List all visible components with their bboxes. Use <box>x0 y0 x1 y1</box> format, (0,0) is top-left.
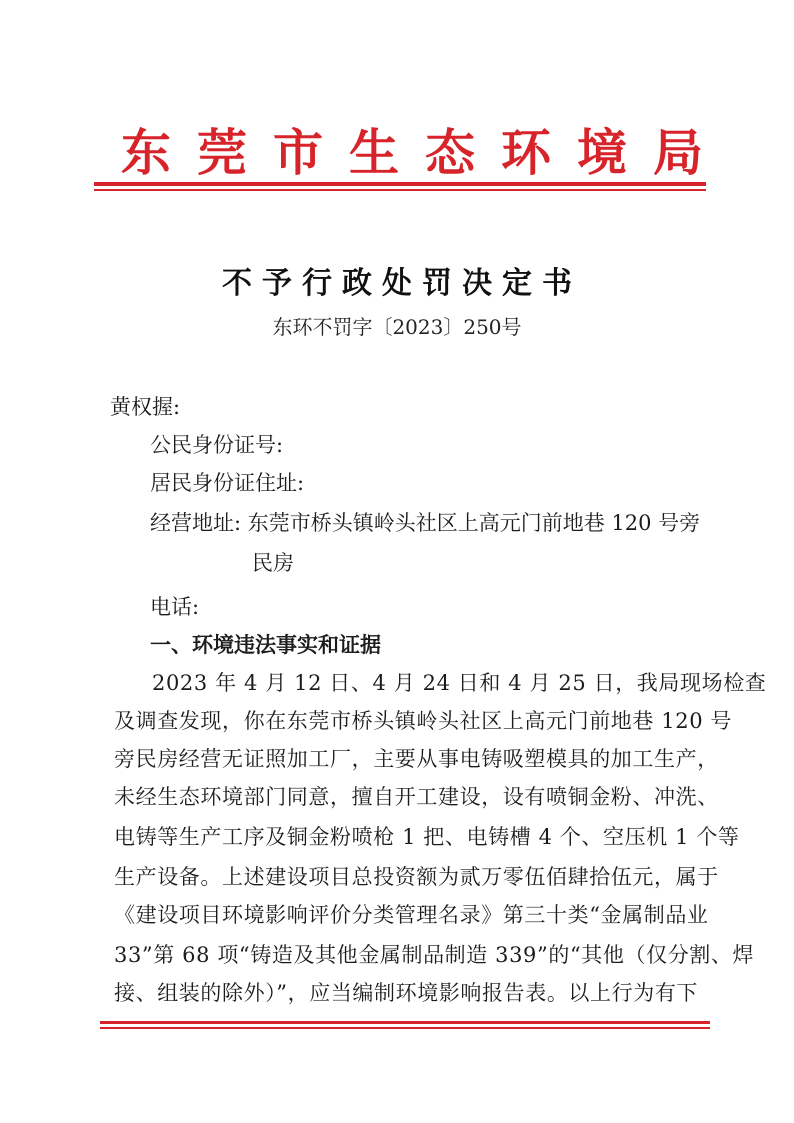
body-line-5: 电铸等生产工序及铜金粉喷枪 1 把、电铸槽 4 个、空压机 1 个等 <box>114 825 740 849</box>
body-line-3: 旁民房经营无证照加工厂，主要从事电铸吸塑模具的加工生产， <box>114 747 719 771</box>
header-rule-thin <box>94 189 706 191</box>
section-heading: 一、环境违法事实和证据 <box>150 633 381 657</box>
phone-label: 电话: <box>150 595 200 619</box>
body-line-7: 《建设项目环境影响评价分类管理名录》第三十类“金属制品业 <box>114 903 709 927</box>
residence-address-label: 居民身份证住址: <box>150 471 305 495</box>
body-line-6: 生产设备。上述建设项目总投资额为贰万零伍佰肆拾伍元，属于 <box>114 865 719 889</box>
document-number: 东环不罚字〔2023〕250号 <box>272 315 522 339</box>
id-number-label: 公民身份证号: <box>150 433 284 457</box>
body-line-2: 及调查发现，你在东莞市桥头镇岭头社区上高元门前地巷 120 号 <box>114 709 733 733</box>
body-line-4: 未经生态环境部门同意，擅自开工建设，设有喷铜金粉、冲洗、 <box>114 785 719 809</box>
business-address-line-1: 经营地址: 东莞市桥头镇岭头社区上高元门前地巷 120 号旁 <box>150 511 701 535</box>
header-rule-thick <box>94 182 706 186</box>
body-line-1: 2023 年 4 月 12 日、4 月 24 日和 4 月 25 日，我局现场检查 <box>152 671 767 695</box>
body-line-8: 33”第 68 项“铸造及其他金属制品制造 339”的“其他（仅分割、焊 <box>114 943 755 967</box>
body-line-9: 接、组装的除外）”，应当编制环境影响报告表。以上行为有下 <box>114 981 699 1005</box>
footer-rule-thick <box>100 1021 710 1024</box>
business-address-line-2: 民房 <box>252 551 294 575</box>
party-name: 黄权握: <box>110 395 181 419</box>
footer-rule-thin <box>100 1027 710 1029</box>
document-title: 不予行政处罚决定书 <box>222 266 582 301</box>
issuing-authority-title: 东莞市生态环境局 <box>121 123 729 182</box>
